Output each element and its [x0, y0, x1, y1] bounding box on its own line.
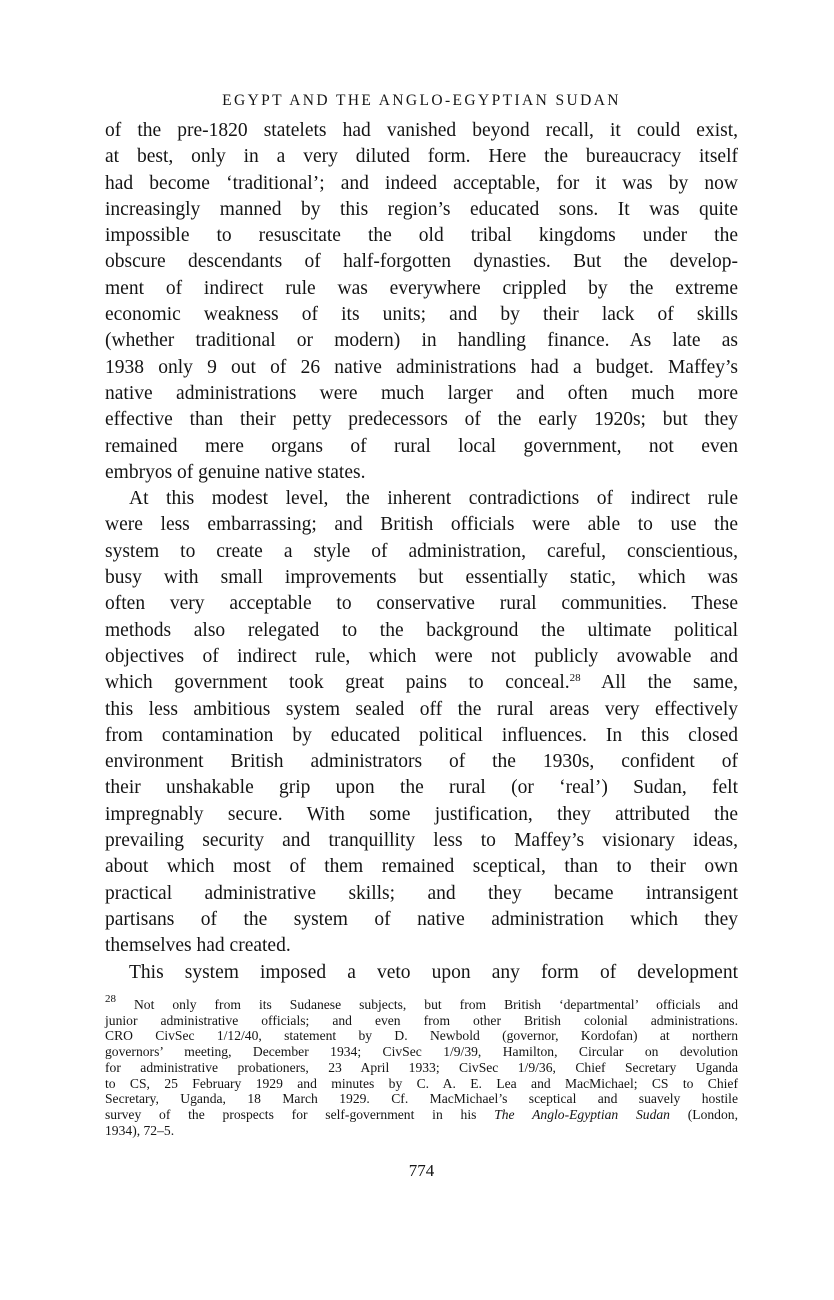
running-head: EGYPT AND THE ANGLO-EGYPTIAN SUDAN [222, 92, 621, 109]
text-line: environment British administrators of the 1930s, confident of [105, 751, 738, 773]
text-line: had become ‘traditional’; and indeed acceptable, for it was by now [105, 172, 738, 194]
text-segment: which government took great pains to conceal. [105, 672, 570, 694]
text-line: embryos of genuine native states. [105, 461, 366, 483]
footnote-marker: 28 [105, 992, 116, 1005]
text-line: of the pre-1820 statelets had vanished beyond recall, it could exist, [105, 120, 738, 141]
footnote-line: to CS, 25 February 1929 and minutes by C. A. E. Lea and MacMichael; CS to Chief [105, 1075, 738, 1091]
footnote-line: 1934), 72–5. [105, 1122, 175, 1138]
text-segment: All the same, [580, 672, 738, 694]
text-line: This system imposed a veto upon any form of development [129, 961, 738, 983]
footnote-line [105, 992, 738, 1013]
footnote-line [105, 1107, 738, 1123]
text-line: at best, only in a very diluted form. Here the bureaucracy itself [105, 146, 738, 168]
text-line: impossible to resuscitate the old tribal kingdoms under the [105, 225, 738, 247]
text-line: themselves had created. [105, 935, 291, 957]
body-text [105, 118, 738, 986]
text-segment: Not only from its Sudanese subjects, but from British ‘departmental’ officials and [116, 996, 738, 1012]
book-title: The Anglo-Egyptian Sudan [494, 1107, 670, 1123]
footnote-reference: 28 [569, 672, 581, 685]
text-line [105, 670, 738, 696]
footnote-line: junior administrative officials; and even from other British colonial administrations. [105, 1012, 738, 1028]
footnotes [105, 992, 738, 1139]
text-line: system to create a style of administration, careful, conscientious, [105, 540, 738, 562]
text-line: objectives of indirect rule, which were not publicly avowable and [105, 645, 738, 667]
text-segment: (London, [669, 1107, 738, 1123]
text-line: 1938 only 9 out of 26 native administrations had a budget. Maffey’s [105, 356, 738, 378]
text-line: impregnably secure. With some justification, they attributed the [105, 803, 738, 825]
text-line: At this modest level, the inherent contradictions of indirect rule [129, 488, 738, 510]
text-line: busy with small improvements but essentially static, which was [105, 567, 738, 589]
text-line: ment of indirect rule was everywhere crippled by the extreme [105, 277, 738, 299]
footnote-line: for administrative probationers, 23 April 1933; CivSec 1/9/36, Chief Secretary Uganda [105, 1059, 738, 1075]
text-line: about which most of them remained sceptical, than to their own [105, 856, 738, 878]
text-line: practical administrative skills; and they became intransigent [105, 882, 738, 904]
text-line: obscure descendants of half-forgotten dynasties. But the develop- [105, 251, 738, 273]
page-number: 774 [408, 1160, 435, 1180]
text-line: increasingly manned by this region’s educated sons. It was quite [105, 198, 738, 220]
book-page [105, 88, 738, 1181]
text-line: prevailing security and tranquillity less to Maffey’s visionary ideas, [105, 830, 738, 852]
footnote-line: CRO CivSec 1/12/40, statement by D. Newbold (governor, Kordofan) at northern [105, 1028, 738, 1044]
text-line: from contamination by educated political influences. In this closed [105, 724, 738, 746]
text-line: economic weakness of its units; and by their lack of skills [105, 304, 738, 326]
text-line: remained mere organs of rural local government, not even [105, 435, 738, 457]
text-line: (whether traditional or modern) in handling finance. As late as [105, 330, 738, 352]
text-line: methods also relegated to the background the ultimate political [105, 619, 738, 641]
text-line: often very acceptable to conservative rural communities. These [105, 593, 738, 615]
footnote-line: Secretary, Uganda, 18 March 1929. Cf. MacMichael’s sceptical and suavely hostile [105, 1091, 738, 1107]
text-line: this less ambitious system sealed off the rural areas very effectively [105, 698, 738, 720]
text-segment: survey of the prospects for self-government in his [105, 1107, 495, 1123]
footnote-line: governors’ meeting, December 1934; CivSec 1/9/39, Hamilton, Circular on devolution [105, 1044, 738, 1060]
text-line: their unshakable grip upon the rural (or ‘real’) Sudan, felt [105, 777, 738, 799]
text-line: native administrations were much larger and often much more [105, 382, 738, 404]
text-line: were less embarrassing; and British officials were able to use the [105, 514, 738, 536]
text-line: partisans of the system of native administration which they [105, 908, 738, 930]
text-line: effective than their petty predecessors of the early 1920s; but they [105, 409, 738, 431]
